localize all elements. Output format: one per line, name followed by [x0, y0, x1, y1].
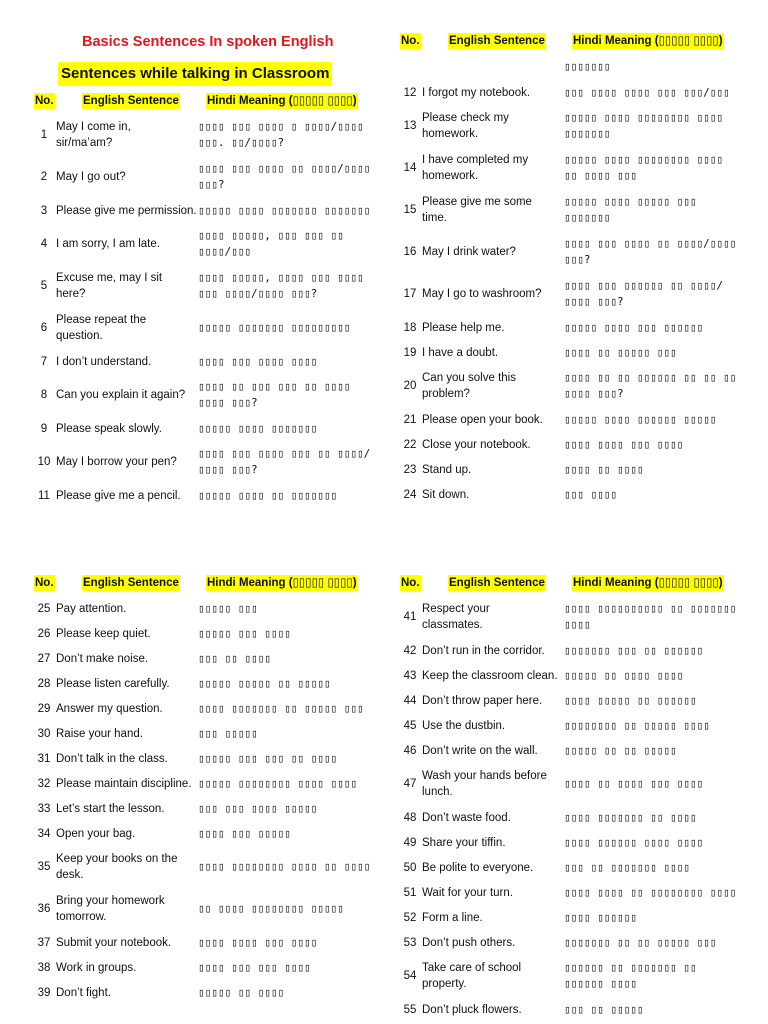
hindi-text: ▯▯▯ ▯▯ ▯▯▯▯▯: [564, 1002, 644, 1016]
row-number: 38: [37, 961, 51, 974]
row-number: 4: [40, 238, 48, 250]
table-row: [398, 231, 748, 273]
hindi-text: ▯▯▯▯▯▯▯▯ ▯▯ ▯▯▯▯▯ ▯▯▯▯: [564, 718, 710, 732]
table-row: [32, 223, 382, 265]
english-text: Don’t waste food.: [422, 811, 511, 824]
table-row: [398, 273, 748, 315]
table-row: [32, 796, 382, 821]
row-number: 27: [37, 652, 51, 665]
row-number: 29: [37, 702, 51, 715]
table-row: [398, 189, 748, 231]
table-row: [32, 307, 382, 349]
table-row: [398, 688, 748, 713]
english-text: Keep your books on the desk.: [56, 853, 178, 881]
row-number: 42: [403, 644, 417, 657]
hindi-text: ▯▯▯▯▯ ▯▯▯▯ ▯▯▯▯▯▯▯: [198, 421, 318, 435]
hindi-text: ▯▯▯▯▯ ▯▯ ▯▯▯▯ ▯▯▯▯: [564, 668, 684, 682]
row-number: 2: [40, 171, 48, 183]
hindi-text: ▯▯▯▯ ▯▯▯▯ ▯▯▯ ▯▯▯▯: [564, 437, 684, 451]
row-number: 34: [37, 827, 51, 840]
table-row: [32, 771, 382, 796]
english-text: I forgot my notebook.: [422, 86, 531, 99]
english-text: Please help me.: [422, 321, 505, 334]
row-number: 11: [38, 489, 50, 502]
table-row: [398, 147, 748, 189]
table-header: [398, 30, 748, 54]
table-row: [32, 888, 382, 930]
english-text: Let’s start the lesson.: [56, 802, 165, 815]
hindi-text: ▯▯▯▯▯▯▯ ▯▯▯ ▯▯ ▯▯▯▯▯▯: [564, 643, 704, 657]
row-number: 45: [403, 719, 417, 732]
table-row: [398, 880, 748, 905]
english-text: Can you explain it again?: [56, 389, 186, 401]
table-row: [32, 846, 382, 888]
english-text: Keep the classroom clean.: [422, 669, 558, 682]
english-text: Submit your notebook.: [56, 936, 172, 949]
hindi-text: ▯▯▯▯ ▯▯▯ ▯▯▯ ▯▯▯▯: [198, 960, 311, 974]
english-text: I have a doubt.: [422, 346, 499, 359]
english-text: Be polite to everyone.: [422, 861, 534, 874]
english-text: Don’t run in the corridor.: [422, 644, 545, 657]
sentence-table-2: [398, 30, 748, 507]
hindi-text: ▯▯▯▯ ▯▯▯ ▯▯▯▯▯▯ ▯▯ ▯▯▯▯/▯▯▯▯ ▯▯▯?: [564, 279, 723, 308]
english-text: Please give me some time.: [422, 196, 532, 224]
row-number: 49: [403, 836, 417, 849]
english-text: Bring your homework tomorrow.: [56, 895, 165, 923]
english-text: Please repeat the question.: [56, 314, 147, 342]
header-no: No.: [35, 95, 54, 107]
english-text: Don’t fight.: [56, 986, 111, 999]
table-row: [398, 905, 748, 930]
hindi-text: ▯▯▯ ▯▯▯ ▯▯▯▯ ▯▯▯▯▯: [198, 801, 318, 815]
table-header: [32, 572, 382, 596]
row-number: 52: [403, 911, 417, 924]
english-text: Don’t throw paper here.: [422, 694, 543, 707]
table-row: [32, 721, 382, 746]
table-row: [398, 457, 748, 482]
row-number: 12: [403, 86, 417, 99]
english-text: May I borrow your pen?: [56, 456, 177, 468]
row-number: 20: [403, 380, 417, 392]
hindi-text: ▯▯▯▯▯ ▯▯ ▯▯▯▯: [198, 985, 285, 999]
table-row: [32, 349, 382, 374]
table-row: [32, 696, 382, 721]
table-header: [398, 572, 748, 596]
english-text: Share your tiffin.: [422, 836, 506, 849]
hindi-text: ▯▯▯▯▯ ▯▯▯▯▯▯▯▯ ▯▯▯▯ ▯▯▯▯: [198, 776, 357, 790]
row-number: 26: [37, 627, 51, 640]
row-number: 21: [403, 413, 417, 426]
english-text: I am sorry, I am late.: [56, 238, 160, 250]
table-row: [398, 315, 748, 340]
english-text: Work in groups.: [56, 961, 137, 974]
hindi-text: ▯▯▯▯ ▯▯ ▯▯▯▯ ▯▯▯ ▯▯▯▯: [564, 777, 704, 790]
hindi-text: ▯▯▯▯ ▯▯▯▯ ▯▯ ▯▯▯▯▯▯▯▯ ▯▯▯▯: [564, 885, 737, 899]
table-row: [398, 955, 748, 997]
hindi-text: ▯▯▯▯▯ ▯▯▯▯ ▯▯▯ ▯▯▯▯▯▯: [564, 320, 704, 334]
row-number: 28: [37, 677, 51, 690]
table-row: [398, 830, 748, 855]
hindi-text: ▯▯▯ ▯▯▯▯▯: [198, 726, 258, 740]
hindi-text: ▯▯▯▯ ▯▯▯ ▯▯▯▯ ▯▯ ▯▯▯▯/▯▯▯▯ ▯▯▯?: [198, 162, 371, 191]
table-row: [32, 821, 382, 846]
hindi-text: ▯▯▯▯ ▯▯▯▯▯▯▯▯ ▯▯▯▯ ▯▯ ▯▯▯▯: [198, 860, 371, 873]
english-text: Please speak slowly.: [56, 422, 162, 435]
row-number: 48: [403, 811, 417, 824]
header-hindi: Hindi Meaning (▯▯▯▯▯ ▯▯▯▯): [207, 95, 357, 107]
table-row: [32, 374, 382, 416]
row-number: 25: [37, 602, 51, 615]
header-no: No.: [35, 577, 54, 589]
english-text: Please check my homework.: [422, 112, 509, 140]
table-row: [32, 156, 382, 198]
row-number: 41: [403, 611, 417, 623]
table-row: [398, 997, 748, 1022]
hindi-text: ▯▯▯▯▯▯▯ ▯▯ ▯▯ ▯▯▯▯▯ ▯▯▯: [564, 935, 717, 949]
hindi-text: ▯▯▯▯ ▯▯▯ ▯▯▯▯ ▯▯ ▯▯▯▯/▯▯▯▯ ▯▯▯?: [564, 237, 737, 266]
table-row: [32, 930, 382, 955]
table-row: [32, 596, 382, 621]
row-number: 43: [403, 669, 417, 682]
row-number: 44: [403, 694, 417, 707]
row-number: 54: [403, 970, 417, 982]
row-number: 53: [403, 936, 417, 949]
page-title: Basics Sentences In spoken English: [82, 34, 334, 50]
table-row: [32, 621, 382, 646]
english-text: I have completed my homework.: [422, 154, 529, 182]
row-number: 24: [403, 488, 417, 501]
hindi-text: ▯▯ ▯▯▯▯ ▯▯▯▯▯▯▯▯ ▯▯▯▯▯: [198, 902, 344, 915]
english-text: Don’t push others.: [422, 936, 516, 949]
row-number: 51: [403, 886, 417, 899]
hindi-text: ▯▯▯▯ ▯▯▯ ▯▯▯▯ ▯▯▯ ▯▯ ▯▯▯▯/▯▯▯▯ ▯▯▯?: [198, 447, 371, 476]
hindi-text: ▯▯▯▯ ▯▯▯▯▯▯▯ ▯▯ ▯▯▯▯▯ ▯▯▯: [198, 701, 364, 715]
english-text: Raise your hand.: [56, 727, 143, 740]
row-number: 16: [403, 246, 417, 258]
hindi-text: ▯▯▯ ▯▯▯▯: [564, 487, 617, 501]
hindi-text: ▯▯▯▯ ▯▯▯▯▯, ▯▯▯ ▯▯▯ ▯▯ ▯▯▯▯/▯▯▯: [198, 229, 344, 258]
hindi-text: ▯▯▯▯▯ ▯▯▯▯ ▯▯▯▯▯▯▯▯ ▯▯▯▯ ▯▯▯▯▯▯▯: [564, 111, 723, 140]
table-row: [398, 105, 748, 147]
hindi-text: ▯▯▯▯ ▯▯▯▯ ▯▯▯ ▯▯▯▯: [198, 935, 318, 949]
hindi-text: ▯▯▯▯▯ ▯▯▯ ▯▯▯ ▯▯ ▯▯▯▯: [198, 751, 338, 765]
row-number: 15: [403, 204, 417, 216]
page-subtitle: Sentences while talking in Classroom: [58, 62, 332, 86]
english-text: Please maintain discipline.: [56, 777, 192, 790]
row-number: 22: [403, 438, 417, 451]
english-text: Don’t talk in the class.: [56, 752, 168, 765]
header-english: English Sentence: [449, 577, 545, 589]
english-text: Wait for your turn.: [422, 886, 513, 899]
english-text: I don’t understand.: [56, 355, 152, 368]
english-text: May I go out?: [56, 171, 126, 183]
english-text: May I come in, sir/ma’am?: [56, 121, 131, 149]
english-text: Take care of school property.: [422, 962, 522, 990]
english-text: Don’t write on the wall.: [422, 744, 538, 757]
table-row: [32, 646, 382, 671]
table-row: [398, 80, 748, 105]
table-row: [398, 663, 748, 688]
hindi-text: ▯▯▯▯ ▯▯ ▯▯▯ ▯▯▯ ▯▯ ▯▯▯▯ ▯▯▯▯ ▯▯▯?: [198, 380, 351, 409]
table-row: [398, 340, 748, 365]
row-number: 32: [37, 777, 51, 790]
hindi-text: ▯▯▯▯▯ ▯▯▯▯ ▯▯ ▯▯▯▯▯▯▯: [198, 488, 338, 502]
hindi-text: ▯▯▯▯ ▯▯ ▯▯ ▯▯▯▯▯▯ ▯▯ ▯▯ ▯▯ ▯▯▯▯ ▯▯▯?: [564, 371, 737, 400]
hindi-text: ▯▯▯▯ ▯▯ ▯▯▯▯: [564, 462, 644, 476]
row-number: 35: [37, 861, 51, 873]
hindi-text: ▯▯▯ ▯▯▯▯ ▯▯▯▯ ▯▯▯ ▯▯▯/▯▯▯: [564, 85, 730, 99]
header-english: English Sentence: [83, 577, 179, 589]
row-number: 47: [403, 778, 417, 790]
table-row: [398, 596, 748, 638]
hindi-text: ▯▯▯▯ ▯▯▯▯▯▯ ▯▯▯▯ ▯▯▯▯: [564, 835, 704, 849]
hindi-text: ▯▯▯▯▯ ▯▯▯: [198, 601, 258, 615]
table-row: [398, 855, 748, 880]
table-row: [32, 198, 382, 223]
header-english: English Sentence: [449, 35, 545, 47]
english-text: Stand up.: [422, 463, 472, 476]
hindi-text: ▯▯▯▯▯ ▯▯▯▯▯ ▯▯ ▯▯▯▯▯: [198, 676, 331, 690]
sentence-table-3: [32, 572, 382, 1005]
row-number: 46: [403, 744, 417, 757]
header-english: English Sentence: [83, 95, 179, 107]
hindi-text: ▯▯▯▯▯▯ ▯▯ ▯▯▯▯▯▯▯ ▯▯ ▯▯▯▯▯▯ ▯▯▯▯: [564, 961, 697, 990]
hindi-text: ▯▯▯▯ ▯▯▯▯▯▯▯ ▯▯ ▯▯▯▯: [564, 810, 697, 824]
hindi-text: ▯▯▯▯ ▯▯▯ ▯▯▯▯ ▯ ▯▯▯▯/▯▯▯▯ ▯▯▯. ▯▯/▯▯▯▯?: [198, 120, 364, 149]
table-row: [398, 432, 748, 457]
hindi-text: ▯▯▯ ▯▯ ▯▯▯▯▯▯▯ ▯▯▯▯: [564, 860, 690, 874]
row-number: 30: [37, 727, 51, 740]
hindi-text: ▯▯▯ ▯▯ ▯▯▯▯: [198, 651, 271, 665]
row-number: 50: [403, 861, 417, 874]
hindi-text: ▯▯▯▯ ▯▯▯ ▯▯▯▯▯: [198, 826, 291, 840]
hindi-text: ▯▯▯▯ ▯▯▯▯▯, ▯▯▯▯ ▯▯▯ ▯▯▯▯ ▯▯▯ ▯▯▯▯/▯▯▯▯ ▯▯▯?: [198, 271, 364, 300]
row-number: 9: [40, 422, 48, 435]
hindi-text: ▯▯▯▯ ▯▯▯▯▯▯▯▯▯▯ ▯▯ ▯▯▯▯▯▯▯ ▯▯▯▯: [564, 602, 737, 631]
english-text: Answer my question.: [56, 702, 163, 715]
row-number: 39: [37, 986, 51, 999]
header-hindi: Hindi Meaning (▯▯▯▯▯ ▯▯▯▯): [207, 577, 357, 589]
table-row: [32, 746, 382, 771]
table-row: [32, 114, 382, 156]
continued-meaning: [398, 54, 748, 80]
english-text: Please give me a pencil.: [56, 489, 181, 502]
english-text: Please open your book.: [422, 413, 543, 426]
hindi-text: ▯▯▯▯▯ ▯▯ ▯▯ ▯▯▯▯▯: [564, 743, 677, 757]
row-number: 6: [40, 322, 48, 334]
english-text: Close your notebook.: [422, 438, 531, 451]
table-row: [32, 955, 382, 980]
table-row: [398, 482, 748, 507]
english-text: Form a line.: [422, 911, 483, 924]
hindi-text: ▯▯▯▯▯ ▯▯▯ ▯▯▯▯: [198, 626, 291, 640]
hindi-text: ▯▯▯▯▯ ▯▯▯▯ ▯▯▯▯▯▯▯ ▯▯▯▯▯▯▯: [198, 203, 371, 217]
english-text: May I drink water?: [422, 246, 516, 258]
hindi-text: ▯▯▯▯▯▯▯: [564, 60, 611, 73]
hindi-text: ▯▯▯▯ ▯▯▯ ▯▯▯▯ ▯▯▯▯: [198, 354, 318, 368]
english-text: Excuse me, may I sit here?: [56, 272, 163, 300]
row-number: 14: [403, 162, 417, 174]
row-number: 37: [37, 936, 51, 949]
row-number: 7: [40, 355, 48, 368]
english-text: Wash your hands before lunch.: [422, 770, 547, 798]
header-hindi: Hindi Meaning (▯▯▯▯▯ ▯▯▯▯): [573, 577, 723, 589]
row-number: 33: [37, 802, 51, 815]
table-row: [398, 763, 748, 805]
table-row: [32, 671, 382, 696]
row-number: 55: [403, 1003, 417, 1016]
sentence-table-4: [398, 572, 748, 1022]
row-number: 1: [40, 129, 48, 141]
table-row: [398, 407, 748, 432]
row-number: 17: [403, 288, 417, 300]
row-number: 36: [37, 903, 51, 915]
row-number: 3: [40, 204, 48, 217]
hindi-text: ▯▯▯▯▯ ▯▯▯▯ ▯▯▯▯▯▯ ▯▯▯▯▯: [564, 412, 717, 426]
row-number: 23: [403, 463, 417, 476]
table-row: [398, 805, 748, 830]
hindi-text: ▯▯▯▯▯ ▯▯▯▯ ▯▯▯▯▯ ▯▯▯ ▯▯▯▯▯▯▯: [564, 195, 697, 224]
table-row: [32, 441, 382, 483]
table-row: [32, 483, 382, 508]
english-text: Please keep quiet.: [56, 627, 151, 640]
english-text: Please listen carefully.: [56, 677, 170, 690]
english-text: Can you solve this problem?: [422, 372, 516, 400]
sentence-table-1: [32, 90, 382, 508]
table-row: [398, 365, 748, 407]
table-row: [398, 713, 748, 738]
english-text: May I go to washroom?: [422, 288, 542, 300]
row-number: 13: [403, 120, 417, 132]
hindi-text: ▯▯▯▯▯ ▯▯▯▯▯▯▯ ▯▯▯▯▯▯▯▯▯: [198, 321, 351, 334]
english-text: Don’t make noise.: [56, 652, 149, 665]
english-text: Sit down.: [422, 488, 470, 501]
hindi-text: ▯▯▯▯ ▯▯▯▯▯ ▯▯ ▯▯▯▯▯▯: [564, 693, 697, 707]
english-text: Open your bag.: [56, 827, 136, 840]
row-number: 5: [40, 280, 48, 292]
table-row: [398, 638, 748, 663]
english-text: Respect your classmates.: [422, 603, 490, 631]
row-number: 18: [403, 321, 417, 334]
english-text: Use the dustbin.: [422, 719, 506, 732]
row-number: 10: [37, 456, 51, 468]
table-row: [32, 416, 382, 441]
english-text: Please give me permission.: [56, 204, 197, 217]
table-row: [398, 738, 748, 763]
row-number: 19: [403, 346, 417, 359]
row-number: 31: [37, 752, 51, 765]
english-text: Pay attention.: [56, 602, 127, 615]
hindi-text: ▯▯▯▯▯ ▯▯▯▯ ▯▯▯▯▯▯▯▯ ▯▯▯▯ ▯▯ ▯▯▯▯ ▯▯▯: [564, 153, 723, 182]
hindi-text: ▯▯▯▯ ▯▯ ▯▯▯▯▯ ▯▯▯: [564, 345, 677, 359]
table-row: [32, 980, 382, 1005]
header-no: No.: [401, 35, 420, 47]
hindi-text: ▯▯▯▯ ▯▯▯▯▯▯: [564, 910, 637, 924]
header-hindi: Hindi Meaning (▯▯▯▯▯ ▯▯▯▯): [573, 35, 723, 47]
table-row: [398, 930, 748, 955]
table-header: [32, 90, 382, 114]
english-text: Don’t pluck flowers.: [422, 1003, 522, 1016]
table-row: [32, 265, 382, 307]
header-no: No.: [401, 577, 420, 589]
row-number: 8: [40, 389, 48, 401]
